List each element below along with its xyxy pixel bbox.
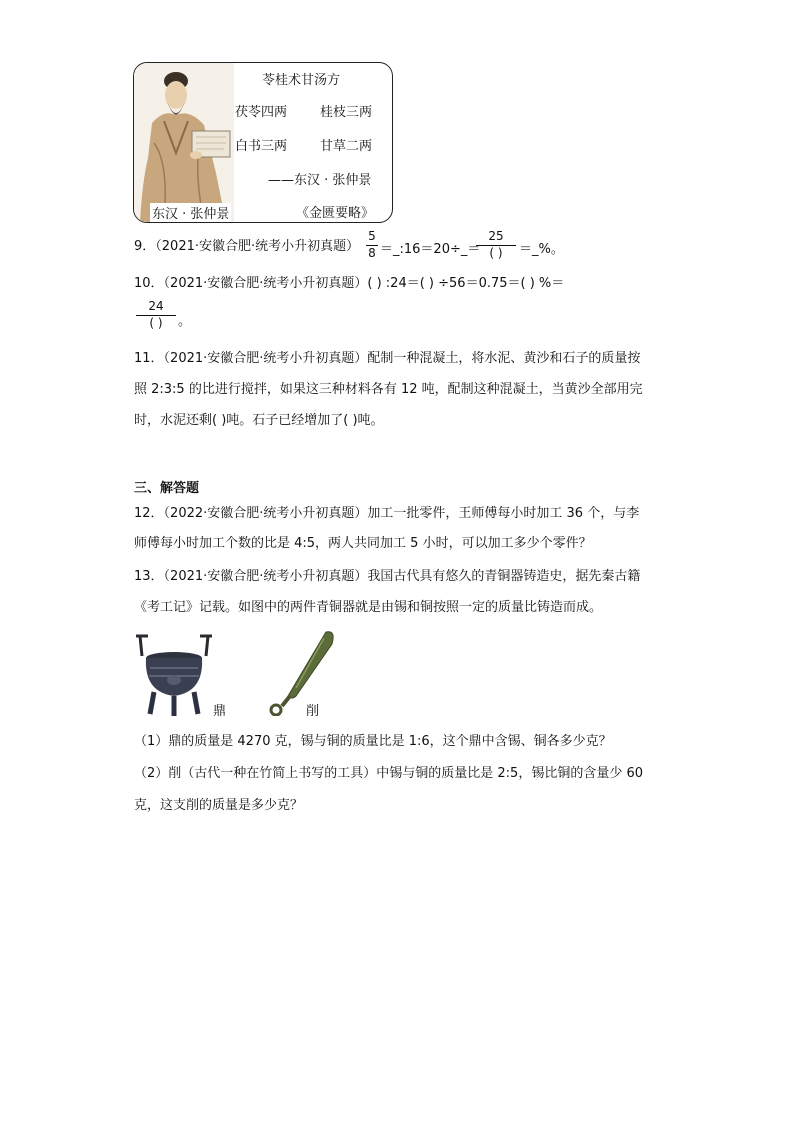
q11-line2: 照 2:3:5 的比进行搅拌，如果这三种材料各有 12 吨，配制这种混凝土，当黄沙全部用完 (134, 382, 643, 397)
q10-frac-denominator: ( ) (149, 316, 163, 330)
ding-label: 鼎 (213, 704, 227, 719)
q9-middle: ＝_:16＝20÷_＝ (380, 242, 481, 257)
q9-frac1-numerator: 5 (368, 229, 376, 243)
q11-line3: 时，水泥还剩( )吨。石子已经增加了( )吨。 (134, 413, 384, 428)
q10-end: 。 (178, 314, 192, 329)
recipe-title: 苓桂术甘汤方 (262, 73, 341, 88)
q12-line2: 师傅每小时加工个数的比是 4:5，两人共同加工 5 小时，可以加工多少个零件？ (134, 536, 592, 551)
recipe-item-baizhu: 白书三两 (235, 139, 288, 154)
q12-line1: 12．（2022·安徽合肥·统考小升初真题）加工一批零件，王师傅每小时加工 36 个，与李 (134, 506, 640, 521)
q11-line1: 11．（2021·安徽合肥·统考小升初真题）配制一种混凝土，将水泥、黄沙和石子的质量按 (134, 351, 641, 366)
q13-sub2-line1: （2）削（古代一种在竹简上书写的工具）中锡与铜的质量比是 2:5，锡比铜的含量少 60 (134, 766, 644, 781)
q9-fraction-5-8 (366, 229, 378, 263)
bronze-xue-knife-image (262, 630, 342, 716)
q13-sub2-line2: 克，这支削的质量是多少克？ (134, 798, 304, 813)
section-title-answers: 三、解答题 (134, 481, 200, 496)
q9-frac1-denominator: 8 (368, 246, 376, 260)
q9-prefix: 9．（2021·安徽合肥·统考小升初真题） (134, 239, 360, 254)
portrait-caption: 东汉 · 张仲景 (150, 203, 231, 222)
q9-frac2-numerator: 25 (488, 229, 504, 243)
recipe-book: 《金匮要略》 (296, 206, 375, 221)
zhang-zhongjing-portrait (134, 63, 234, 222)
q13-line2: 《考工记》记载。如图中的两件青铜器就是由锡和铜按照一定的质量比铸造而成。 (134, 600, 603, 615)
recipe-item-guizhi: 桂枝三两 (320, 105, 373, 120)
q9-frac2-denominator: ( ) (489, 246, 503, 260)
q10-line1: 10．（2021·安徽合肥·统考小升初真题）( ) :24＝( ) ÷56＝0.75＝( ) %＝ (134, 276, 565, 291)
q9-suffix: ＝_%。 (519, 242, 564, 257)
q13-sub1: （1）鼎的质量是 4270 克，锡与铜的质量比是 1:6，这个鼎中含锡、铜各多少克？ (134, 734, 612, 749)
recipe-box (133, 62, 393, 223)
xue-label: 削 (306, 704, 320, 719)
q10-frac-numerator: 24 (148, 299, 164, 313)
recipe-item-fuling: 茯苓四两 (235, 105, 288, 120)
bronze-ding-image (134, 634, 214, 716)
q10-fraction-24 (136, 299, 176, 333)
recipe-item-gancao: 甘草二两 (320, 139, 373, 154)
q9-fraction-25 (476, 229, 516, 263)
q13-line1: 13．（2021·安徽合肥·统考小升初真题）我国古代具有悠久的青铜器铸造史，据先秦古籍 (134, 569, 641, 584)
recipe-author: ——东汉 · 张仲景 (268, 173, 372, 188)
